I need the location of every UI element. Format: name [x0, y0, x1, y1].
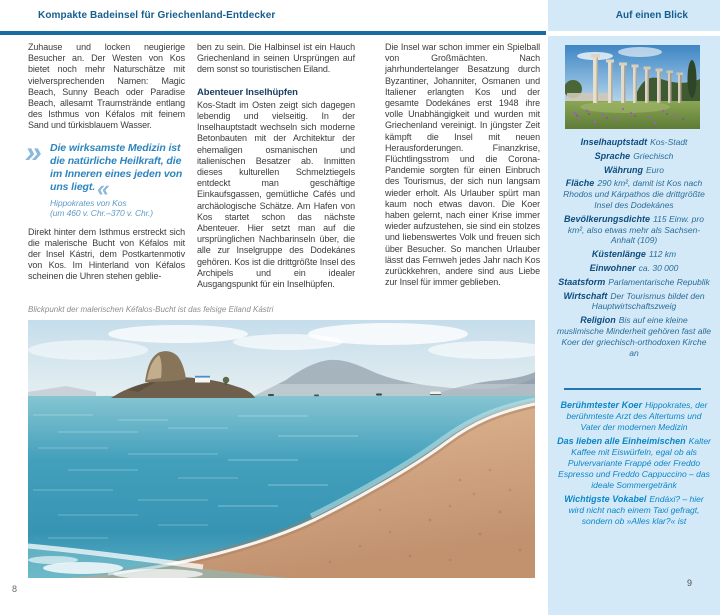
fact-row — [556, 291, 712, 313]
quote-attribution-name: Hippokrates von Kos — [50, 197, 127, 208]
fact-row — [556, 277, 712, 288]
sidebar-header-divider — [548, 31, 720, 36]
fact-value: Der Tourismus bildet den Hauptwirtschaftszweig — [591, 290, 705, 312]
fact-label: Wirtschaft — [563, 290, 608, 301]
fact-value: Parlamentarische Republik — [608, 276, 710, 287]
fact-label: Küstenlänge — [591, 249, 646, 260]
fact-row — [556, 178, 712, 210]
sidebar-section-divider — [564, 388, 701, 390]
fact-label: Inselhauptstadt — [580, 137, 648, 147]
facts-list — [556, 137, 712, 361]
highlight-value: Hippokrates, der berühmteste Arzt des Altertums und Vater der modernen Medizin — [566, 400, 708, 432]
section-heading: Abenteuer Inselhüpfen — [197, 86, 298, 98]
fact-value: 115 Einw. pro km², also etwas mehr als Sachsen-Anhalt (109) — [567, 213, 704, 246]
fact-label: Staatsform — [558, 276, 606, 287]
highlight-value: Kalter Kaffee mit Eiswürfeln, egal ob als Pulvervariante Frappé oder Freddo Espresso und Freddo Cappuccino – das ideale Sommergetränk — [558, 436, 711, 490]
highlight-label: Berühmtester Koer — [560, 400, 643, 410]
highlight-row — [556, 494, 712, 526]
header-rule — [0, 31, 546, 35]
page-number-right: 9 — [686, 578, 692, 588]
fact-row — [556, 165, 712, 176]
fact-row — [556, 137, 712, 148]
highlight-row — [556, 400, 712, 432]
paragraph: Kos-Stadt im Osten zeigt sich dagegen lebendig und vielseitig. In der Inselhauptstadt wechseln sich moderne Betonbauten mit der Architektur der ehemaligen osmanischen und italienischen Besatzer ab. Inmitten dieses kulturellen Schmelztiegels entdeckt man geschäftige Einkaufsgassen, gemütliche Cafés und archäologische Schätze. Am Hafen von Kos startet schon das nächste Abenteuer. Hier setzt man auf die ursprünglichen Nachbarinseln über, die alle zur Inselgruppe des Dodekánes gehören. Kos ist die drittgrößte Insel des Archipels und ein idealer Ausgangspunkt für ein Inselhüpfen. — [197, 99, 355, 290]
fact-label: Fläche — [565, 178, 595, 189]
column-1 — [25, 42, 185, 290]
fact-row — [556, 214, 712, 246]
column-2 — [197, 42, 355, 290]
page-number-left: 8 — [12, 584, 18, 594]
fact-value: 112 km — [648, 249, 677, 260]
fact-label: Einwohner — [589, 262, 636, 273]
photo-caption: Blickpunkt der malerischen Kéfalos-Bucht ist das felsige Eiland Kástri — [28, 305, 274, 314]
quote-text: Die wirksamste Medizin ist die natürliche Heilkraft, die im Inneren eines jeden von uns liegt. — [50, 141, 183, 193]
quote-open-icon: » — [25, 135, 42, 169]
fact-value: Griechisch — [633, 150, 674, 161]
paragraph: Die Insel war schon immer ein Spielball von Großmächten. Nach jahrhundertelanger Besatzung durch Byzantiner, Johanniter, Osmanen und Italiener erlangten Kos und der gesamte Dodekánes erst 1948 ihre volle Unabhängigkeit und wurden mit Griechenland vereinigt. In jüngster Zeit kämpft die Insel mit neuen Herausforderungen. Finanzkrise, Flüchtlingsstrom und die Corona-Pandemie sorgten für einen Einbruch des Tourismus, der sich nun langsam wieder erholt. Als Urlauber spürt man kaum noch etwas davon. Die Koer haben gelernt, nach einer Krise immer wieder aufzustehen, sie sind ein stolzes und liebenswertes Volk und freuen sich über Besucher. So manchen Urlauber lässt das Fernweh jedes Jahr nach Kos zurückkehren, andere sind aus Liebe zur Insel für immer geblieben. — [385, 42, 540, 288]
fact-value: Kos-Stadt — [650, 137, 688, 147]
page-header-title: Kompakte Badeinsel für Griechenland-Entdecker — [38, 10, 276, 21]
paragraph: Direkt hinter dem Isthmus erstreckt sich die malerische Bucht von Kéfalos mit der Insel Kástri, dem Postkartenmotiv von Kos. Im Hinterland von Kéfalos scheinen die Uhren stehen geblie- — [28, 226, 185, 282]
fact-row — [556, 315, 712, 358]
pull-quote — [25, 135, 185, 219]
body-columns — [25, 42, 540, 290]
fact-label: Sprache — [594, 150, 631, 161]
highlight-label: Wichtigste Vokabel — [564, 494, 647, 505]
paragraph: Zuhause und locken neugierige Besucher an. Der Westen von Kos bietet noch mehr Naturschätze mit vielversprechenden Namen: Magic Beach, Sunny Beach oder Paradise Beach, allesamt Traumstrände entlang des Isthmus von Kéfalos mit feinem Sand und türkisblauem Wasser. — [28, 42, 185, 131]
fact-value: Euro — [646, 164, 664, 175]
fact-row — [556, 249, 712, 260]
highlight-row — [556, 436, 712, 490]
fact-label: Bevölkerungsdichte — [564, 213, 651, 224]
highlights-list — [556, 400, 712, 531]
kefalos-bay-photo — [28, 320, 535, 578]
quote-attribution — [50, 198, 185, 219]
sidebar-title: Auf einen Blick — [615, 10, 688, 21]
fact-label: Religion — [580, 315, 616, 326]
ancient-columns-photo — [565, 45, 700, 129]
quote-close-icon: « — [97, 175, 110, 201]
fact-value: ca. 30 000 — [638, 262, 679, 273]
highlight-label: Das lieben alle Einheimischen — [557, 436, 686, 447]
paragraph: ben zu sein. Die Halbinsel ist ein Hauch Griechenland in seinen Ursprüngen auf dem sonst so touristischen Eiland. — [197, 42, 355, 75]
fact-label: Währung — [604, 164, 644, 175]
fact-row — [556, 263, 712, 274]
fact-value: Bis auf eine kleine muslimische Minderheit gehören fast alle Koer der griechisch-orthodoxen Kirche an — [556, 315, 712, 358]
highlight-value: Endáxi? – hier wird nicht nach einem Taxi gefragt, sondern ob »Alles klar?« ist — [568, 494, 704, 526]
quote-attribution-dates: (um 460 v. Chr.–370 v. Chr.) — [50, 208, 154, 219]
column-3 — [385, 42, 540, 290]
fact-row — [556, 151, 712, 162]
fact-value: 290 km², damit ist Kos nach Rhodos und Kárpathos die drittgrößte Insel des Dodekánes — [563, 178, 705, 210]
